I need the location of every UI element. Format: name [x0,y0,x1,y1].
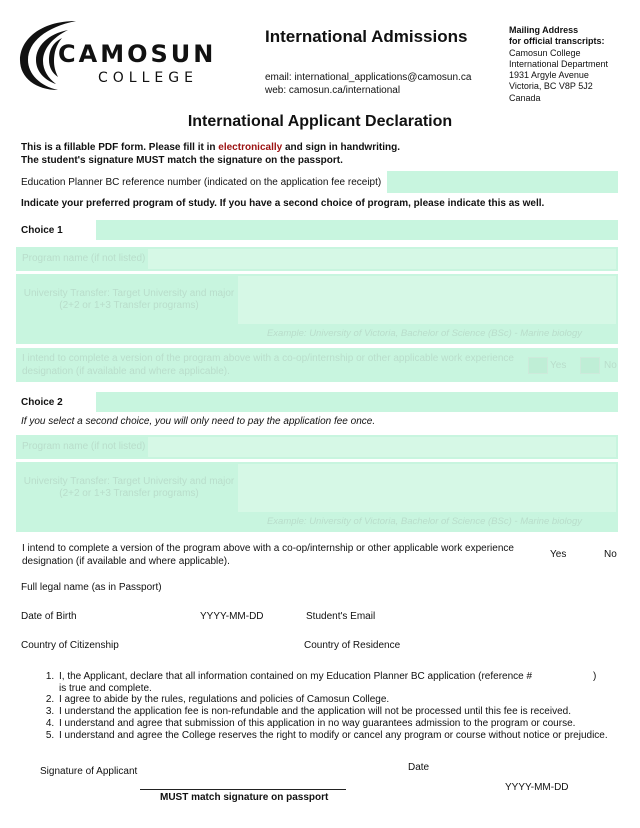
declaration-item: 2. I agree to abide by the rules, regulations and policies of Camosun College. [57,694,621,706]
logo-wordmark: CAMOSUN [58,40,217,68]
declaration-item: 5. I understand and agree the College reserves the right to modify or cancel any program or course without notice or prejudice. [57,730,621,742]
logo-subword: COLLEGE [98,70,198,86]
decl-reference-input[interactable] [470,668,590,682]
address-line: Victoria, BC V8P 5J2 [509,81,593,92]
signature-label: Signature of Applicant [40,766,138,777]
mailing-label: Mailing Address [509,25,579,35]
epbc-reference-input[interactable] [387,171,618,193]
mailing-label-2: for official transcripts: [509,36,605,47]
choice2-program-select[interactable] [96,392,618,412]
choice1-ut-label: University Transfer: Target University and major (2+2 or 1+3 Transfer programs) [23,288,235,311]
choice1-program-name-input[interactable] [148,249,616,269]
choice1-no-label: No [604,360,617,371]
choice2-ut-block [16,462,618,532]
residence-label: Country of Residence [304,640,401,651]
choice2-program-name-input[interactable] [148,437,616,457]
full-name-label: Full legal name (as in Passport) [21,582,162,593]
mailing-address [509,25,608,104]
address-line: Canada [509,92,541,103]
address-line: 1931 Argyle Avenue [509,70,589,81]
choice1-example-text: Example: University of Victoria, Bachelor of Science (BSc) - Marine biology [266,328,582,339]
student-email-label: Student's Email [306,611,376,622]
address-line: International Department [509,58,609,69]
form-title: International Applicant Declaration [187,113,453,130]
dob-label: Date of Birth [21,611,77,622]
choice2-note: If you select a second choice, you will only need to pay the application fee once. [21,416,376,427]
choice1-program-name-label: Program name (if not listed) [22,253,146,264]
citizenship-label: Country of Citizenship [21,640,119,651]
choice1-coop-no-checkbox[interactable] [580,357,600,374]
declaration-item: 4. I understand and agree that submission of this application in no way guarantees admission to the program or course. [57,718,621,730]
choice1-coop-text: I intend to complete a version of the program above with a co-op/internship or other applicable work experience designation (if available and where applicable). [22,353,514,377]
choice2-program-name-label: Program name (if not listed) [22,441,146,452]
contact-web: web: camosun.ca/international [265,85,401,96]
page-heading: International Admissions [265,27,468,46]
choice2-example-text: Example: University of Victoria, Bachelor of Science (BSc) - Marine biology [266,516,582,527]
dob-format-hint: YYYY-MM-DD [200,611,264,622]
citizenship-input[interactable] [124,635,292,655]
indicate-program-text: Indicate your preferred program of study. If you have a second choice of program, please indicate this as well. [21,198,545,209]
contact-email: email: international_applications@camosun.ca [265,72,472,83]
full-name-input[interactable] [190,577,618,597]
date-format-hint: YYYY-MM-DD [505,782,569,793]
choice2-coop-row [16,536,618,570]
choice1-yes-label: Yes [550,360,567,371]
choice1-program-select[interactable] [96,220,618,240]
choice2-ut-label: University Transfer: Target University and major (2+2 or 1+3 Transfer programs) [23,476,235,499]
choice1-coop-row [16,348,618,382]
residence-input[interactable] [400,635,618,655]
choice1-ut-input[interactable] [238,276,616,324]
choice1-program-name-row [16,247,618,271]
declaration-item: 3. I understand the application fee is non-refundable and the application will not be processed until this fee is received. [57,706,621,718]
student-email-input[interactable] [380,606,618,626]
date-label: Date [408,762,430,773]
declaration-item: 1. I, the Applicant, declare that all information contained on my Education Planner BC application (reference # ) is true and complete. [57,671,621,694]
choice1-ut-block [16,274,618,344]
camosun-logo [18,18,240,92]
signature-note: MUST match signature on passport [160,792,329,803]
choice2-coop-yes-option[interactable]: Yes [550,549,567,560]
choice2-coop-no-option[interactable]: No [604,549,617,560]
choice2-ut-input[interactable] [238,464,616,512]
decl-reference-close: ) [593,671,597,682]
choice2-program-name-row [16,435,618,459]
choice1-label: Choice 1 [21,225,63,236]
signature-line [140,789,346,790]
choice2-label: Choice 2 [21,397,63,408]
intro-text: This is a fillable PDF form. Please fill it in electronically and sign in handwriting. The student's signature MUST match the signature on the passport. [21,142,400,166]
epbc-label: Education Planner BC reference number (indicated on the application fee receipt) [21,177,382,188]
choice1-coop-yes-checkbox[interactable] [528,357,548,374]
choice2-coop-text: I intend to complete a version of the program above with a co-op/internship or other applicable work experience designation (if available and where applicable). [22,543,514,567]
address-line: Camosun College [509,47,581,58]
